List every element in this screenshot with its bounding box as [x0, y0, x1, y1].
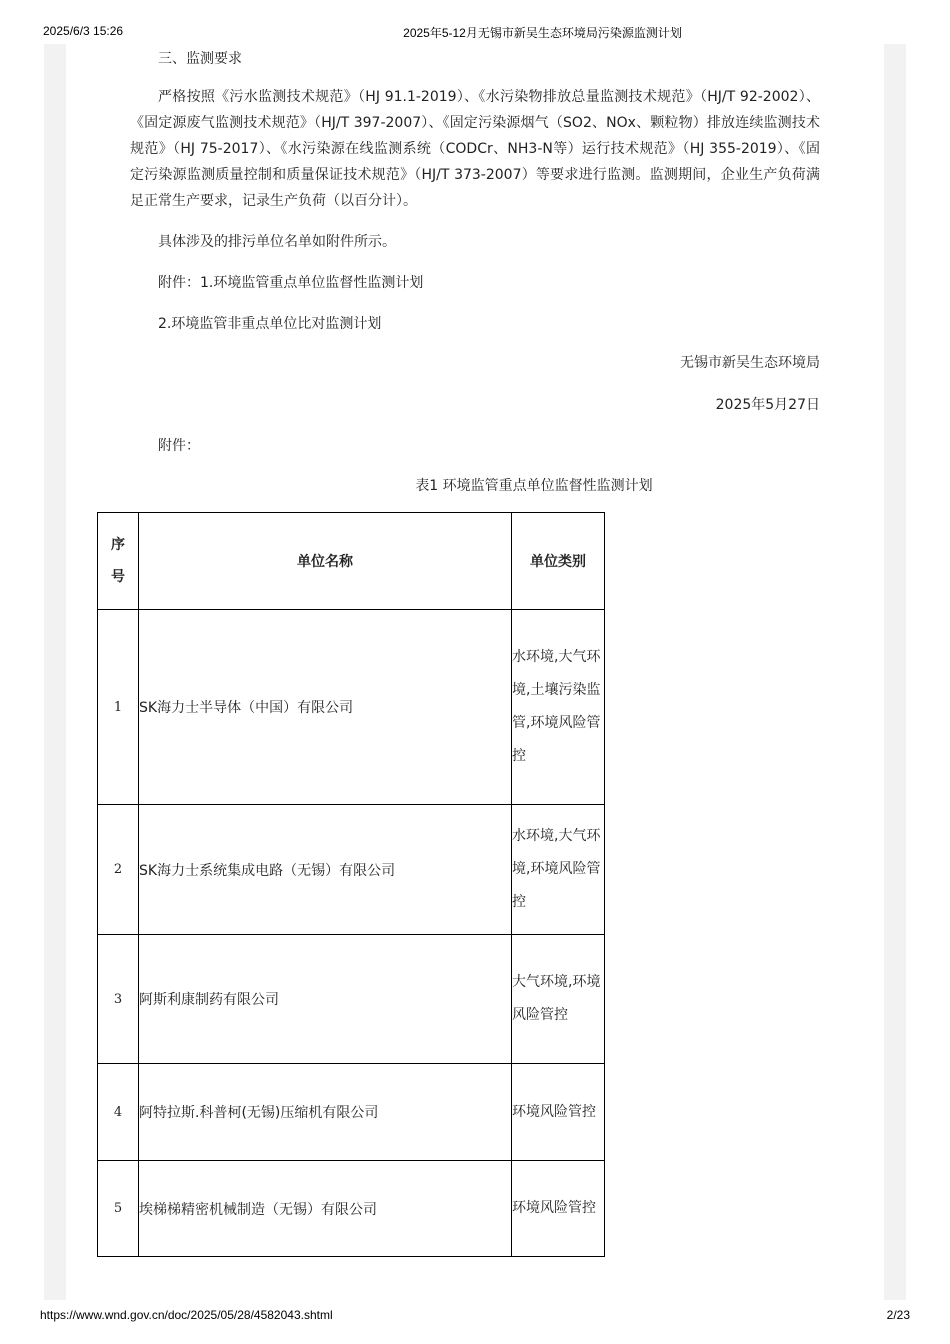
table-row [98, 610, 605, 805]
appendix-label: 附件： [158, 438, 200, 454]
row-unit-name: 阿特拉斯.科普柯(无锡)压缩机有限公司 [139, 1064, 512, 1161]
print-page-title: 2025年5-12月无锡市新吴生态环境局污染源监测计划 [403, 26, 682, 40]
signature-date: 2025年5月27日 [715, 397, 820, 413]
table-row [98, 1064, 605, 1161]
row-seq: 3 [98, 935, 139, 1064]
row-unit-category: 环境风险管控 [512, 1161, 605, 1257]
row-seq: 4 [98, 1064, 139, 1161]
page-margin-left [44, 44, 66, 1300]
header-seq-line2: 号 [111, 569, 125, 585]
monitoring-plan-table [97, 512, 605, 1257]
row-unit-name: SK海力士半导体（中国）有限公司 [139, 610, 512, 805]
table-caption [66, 473, 950, 499]
table-row [98, 805, 605, 935]
unit-list-note: 具体涉及的排污单位名单如附件所示。 [158, 234, 396, 250]
print-datetime: 2025/6/3 15:26 [43, 24, 124, 38]
document-body [66, 44, 884, 1300]
table-row [98, 1161, 605, 1257]
print-header [0, 24, 950, 40]
header-seq [98, 513, 139, 610]
table-header-row [98, 513, 605, 610]
row-unit-name: SK海力士系统集成电路（无锡）有限公司 [139, 805, 512, 935]
table-row [98, 935, 605, 1064]
row-unit-name: 阿斯利康制药有限公司 [139, 935, 512, 1064]
section-heading: 三、监测要求 [158, 51, 242, 67]
requirements-paragraph: 严格按照《污水监测技术规范》（HJ 91.1-2019）、《水污染物排放总量监测技术规范》（HJ/T 92-2002）、《固定源废气监测技术规范》（HJ/T 397-2007）、《固定污染源烟气（SO2、NOx、颗粒物）排放连续监测技术规范》（HJ 75-2017）、《水污染源在线监测系统（CODCr、NH3-N等）运行技术规范》（HJ 355-2019）、《固定污染源监测质量控制和质量保证技术规范》（HJ/T 373-2007）等要求进行监测。监测期间，企业生产负荷满足正常生产要求，记录生产负荷（以百分计）。 [130, 89, 820, 209]
row-unit-category: 水环境,大气环境,土壤污染监管,环境风险管控 [512, 610, 605, 805]
page-margin-right [884, 44, 906, 1300]
table-caption-text: 表1 环境监管重点单位监督性监测计划 [415, 478, 653, 494]
page-number: 2/23 [886, 1308, 910, 1322]
header-unit-category: 单位类别 [512, 513, 605, 610]
row-unit-category: 大气环境,环境风险管控 [512, 935, 605, 1064]
print-footer [0, 1308, 950, 1324]
header-unit-name: 单位名称 [139, 513, 512, 610]
row-unit-category: 环境风险管控 [512, 1064, 605, 1161]
header-seq-line1: 序 [111, 537, 125, 553]
row-unit-name: 埃梯梯精密机械制造（无锡）有限公司 [139, 1161, 512, 1257]
row-seq: 5 [98, 1161, 139, 1257]
attachment-item-1: 附件：1.环境监管重点单位监督性监测计划 [158, 275, 424, 291]
row-seq: 1 [98, 610, 139, 805]
row-seq: 2 [98, 805, 139, 935]
row-unit-category: 水环境,大气环境,环境风险管控 [512, 805, 605, 935]
page-url: https://www.wnd.gov.cn/doc/2025/05/28/4582043.shtml [40, 1308, 333, 1322]
signature-organization: 无锡市新吴生态环境局 [680, 355, 820, 371]
attachment-item-2: 2.环境监管非重点单位比对监测计划 [158, 316, 382, 332]
